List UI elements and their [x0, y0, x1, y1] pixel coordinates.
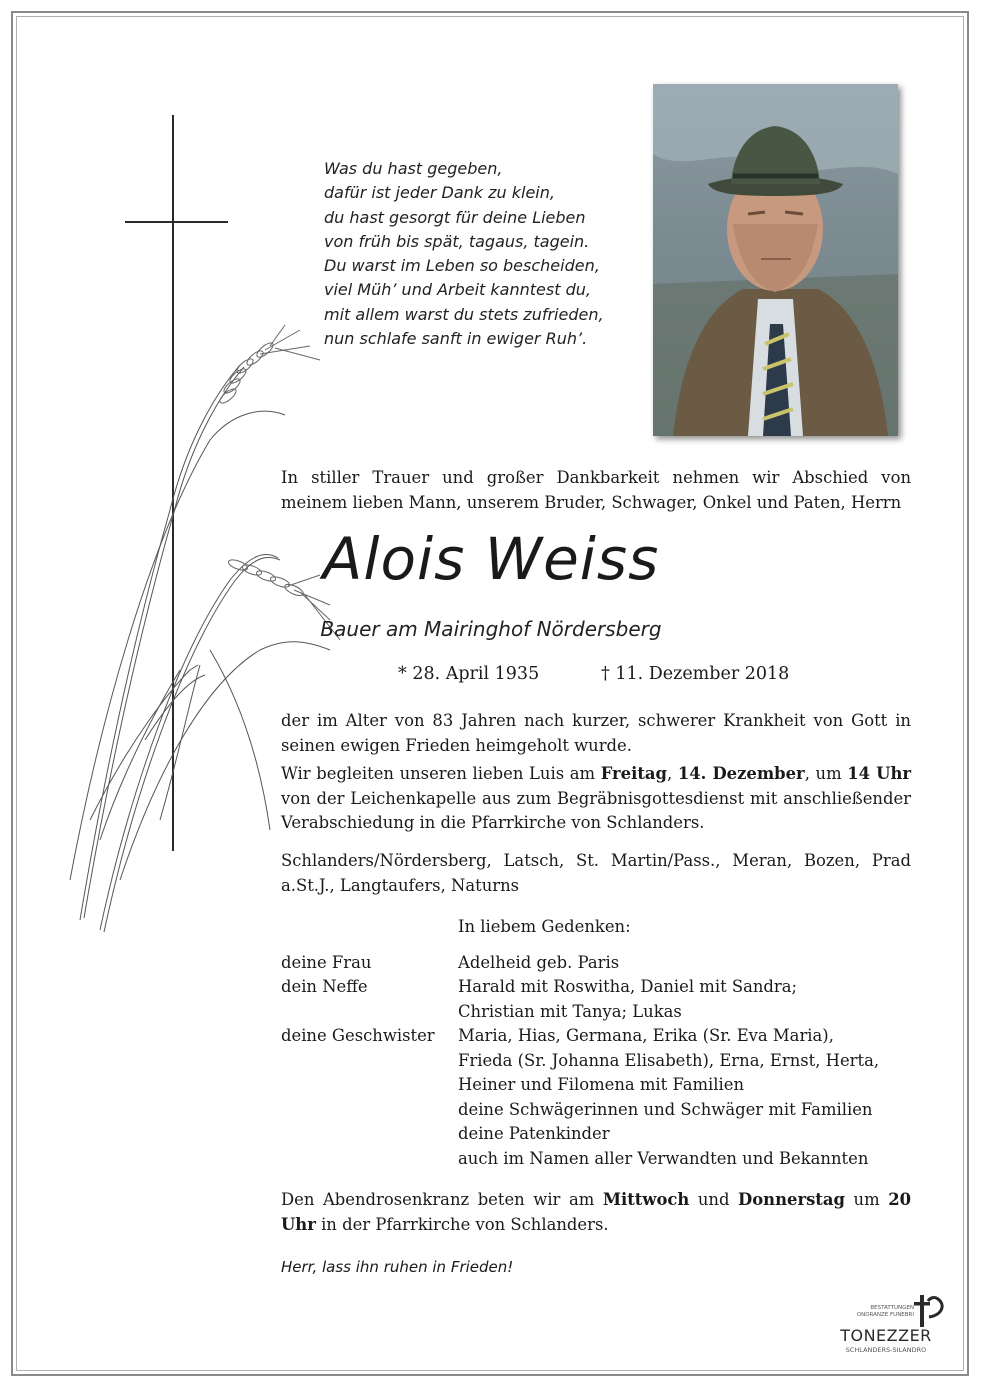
deceased-name: Alois Weiss	[322, 525, 660, 593]
age-text: der im Alter von 83 Jahren nach kurzer, schwerer Krankheit von Gott in seinen ewigen Frieden heimgeholt wurde.	[281, 711, 911, 755]
rosary-text-part: Den Abendrosenkranz beten wir am	[281, 1190, 603, 1209]
places-list: Schlanders/Nördersberg, Latsch, St. Martin/Pass., Meran, Bozen, Prad a.St.J., Langtaufers, Naturns	[281, 851, 911, 895]
logo-subtitle: SCHLANDERS-SILANDRO	[845, 1346, 927, 1354]
family-name-line: deine Patenkinder	[458, 1124, 610, 1143]
family-name-line: Maria, Hias, Germana, Erika (Sr. Eva Maria),	[458, 1026, 834, 1045]
family-name-line: deine Schwägerinnen und Schwäger mit Familien	[458, 1099, 873, 1119]
portrait-photo	[653, 84, 898, 436]
portrait-illustration-icon	[653, 84, 898, 436]
poem-line: mit allem warst du stets zufrieden,	[324, 304, 604, 324]
rosary-text-part: um	[844, 1190, 889, 1209]
family-names	[458, 951, 918, 976]
funeral-text-part: von der Leichenkapelle aus zum Begräbnisgottesdienst mit anschließender Verabschiedung in die Pfarrkirche von Schlanders.	[281, 788, 911, 832]
logo-cross-icon	[912, 1293, 952, 1329]
poem-line: dafür ist jeder Dank zu klein,	[324, 183, 555, 203]
funeral-text-part: , um	[804, 764, 848, 783]
rosary-day-1: Mittwoch	[602, 1190, 690, 1209]
family-names	[458, 1024, 918, 1171]
closing-line: Herr, lass ihn ruhen in Frieden!	[281, 1258, 514, 1276]
intro-text: In stiller Trauer und großer Dankbarkeit nehmen wir Abschied von meinem lieben Mann, unserem Bruder, Schwager, Onkel und Paten, Herrn	[281, 468, 911, 512]
family-name-line: Frieda (Sr. Johanna Elisabeth), Erna, Ernst, Herta,	[458, 1050, 880, 1070]
poem	[324, 157, 644, 351]
cross-icon-horizontal	[125, 221, 228, 223]
logo-small-text: BESTATTUNGEN	[870, 1305, 914, 1311]
family-label: dein Neffe	[281, 977, 368, 996]
family-label: deine Frau	[281, 953, 372, 972]
rosary-text-part: und	[689, 1190, 739, 1209]
funeral-date: 14. Dezember	[677, 764, 805, 783]
birth-date: * 28. April 1935	[398, 664, 540, 684]
family-name-line: Christian mit Tanya; Lukas	[458, 1001, 682, 1021]
death-date: † 11. Dezember 2018	[601, 664, 790, 684]
funeral-text-part: ,	[666, 764, 678, 783]
poem-line: viel Müh’ und Arbeit kanntest du,	[324, 280, 591, 300]
poem-line: Du warst im Leben so bescheiden,	[324, 256, 600, 276]
funeral-day: Freitag	[600, 764, 667, 783]
family-name-line: Heiner und Filomena mit Familien	[458, 1075, 744, 1094]
poem-line: Was du hast gegeben,	[324, 159, 503, 178]
family-name-line: auch im Namen aller Verwandten und Bekannten	[458, 1148, 869, 1168]
funeral-text	[281, 762, 911, 836]
logo-name: TONEZZER	[840, 1326, 932, 1345]
rosary-day-2: Donnerstag	[738, 1190, 845, 1209]
poem-line: du hast gesorgt für deine Lieben	[324, 207, 586, 227]
family-name-line: Harald mit Roswitha, Daniel mit Sandra;	[458, 977, 798, 996]
rosary-text-part: in der Pfarrkirche von Schlanders.	[315, 1214, 609, 1234]
poem-line: von früh bis spät, tagaus, tagein.	[324, 231, 590, 251]
funeral-time: 14 Uhr	[847, 764, 911, 783]
rosary-text	[281, 1188, 911, 1237]
gedenken-heading: In liebem Gedenken:	[458, 917, 631, 936]
occupation: Bauer am Mairinghof Nördersberg	[320, 617, 662, 641]
family-name-line: Adelheid geb. Paris	[458, 953, 620, 972]
rosary-time: 20 Uhr	[281, 1190, 911, 1234]
family-label: deine Geschwister	[281, 1026, 435, 1045]
family-names	[458, 975, 918, 1024]
poem-line: nun schlafe sanft in ewiger Ruh’.	[324, 329, 588, 349]
funeral-home-logo	[826, 1293, 956, 1357]
funeral-text-part: Wir begleiten unseren lieben Luis am	[281, 764, 601, 783]
logo-small-text: ONORANZE FUNEBRI	[856, 1312, 914, 1318]
